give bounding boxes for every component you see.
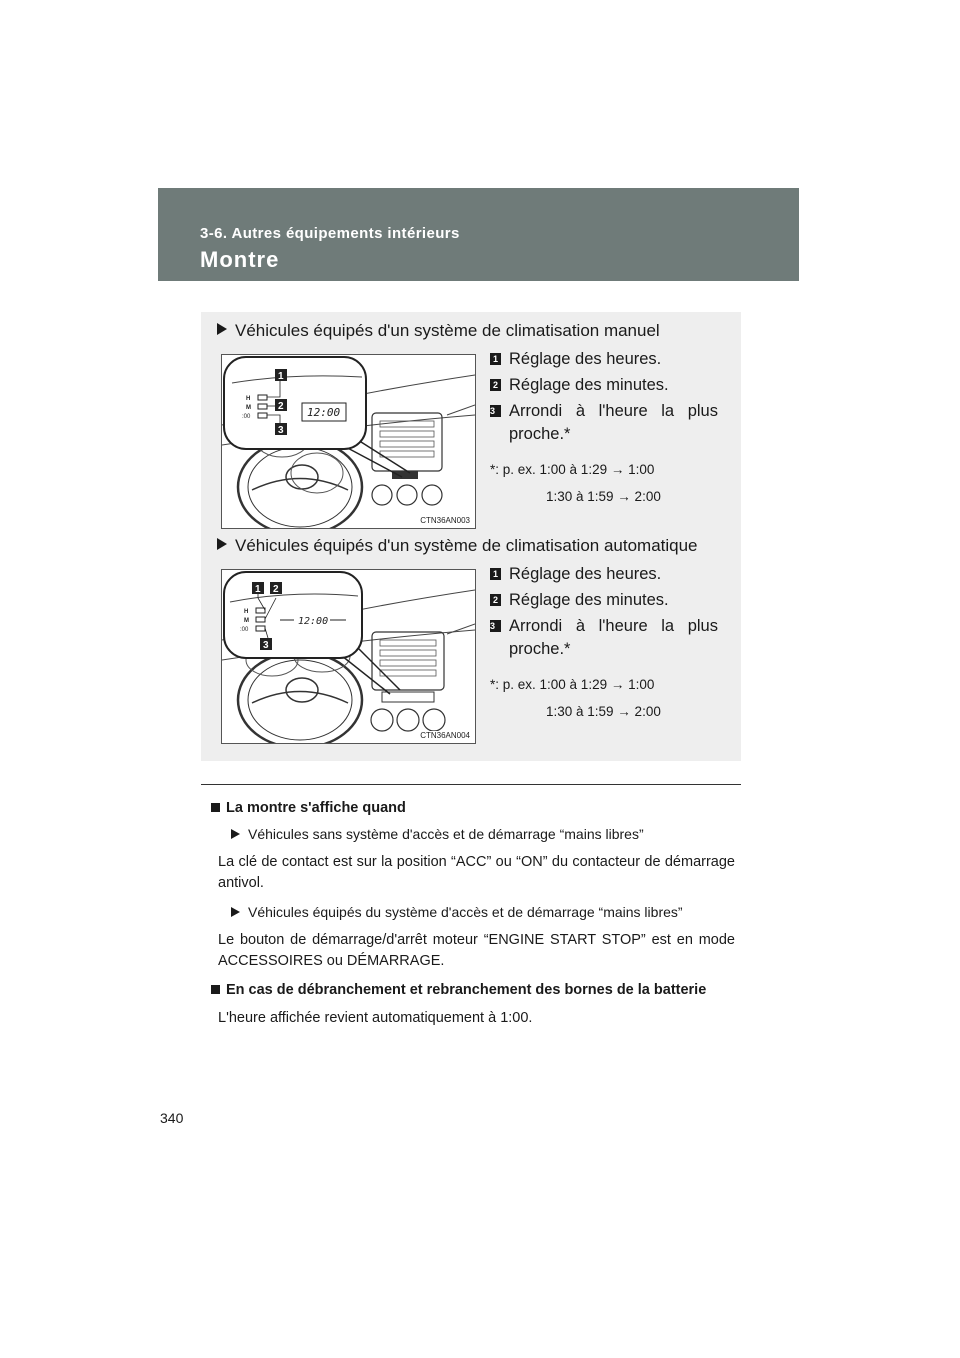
callout-1: 1 [255,584,261,595]
hour-button-label: H [246,396,251,402]
info-subheading: Véhicules équipés du système d'accès et de démarrage “mains libres” [211,904,735,920]
info-section [211,800,735,1039]
info-paragraph: Le bouton de démarrage/d'arrêt moteur “ENGINE START STOP” est en mode ACCESSOIRES ou DÉMARRAGE. [218,932,735,969]
dashboard-illustration [222,570,475,743]
callout-2: 2 [273,584,279,595]
manual-ac-figure [221,354,476,529]
auto-ac-legend [490,563,718,725]
illustration-panel [201,312,741,761]
section-label: 3-6. Autres équipements intérieurs [200,225,460,242]
info-heading: En cas de débranchement et rebranchement des bornes de la batterie [211,982,735,998]
info-paragraph: L'heure affichée revient automatiquement à 1:00. [218,1010,533,1026]
info-heading: La montre s'affiche quand [211,800,735,816]
legend-item: 2 Réglage des minutes. [490,589,718,612]
page-number: 340 [160,1110,184,1126]
legend-item: 1 Réglage des heures. [490,348,718,371]
triangle-bullet-icon [231,829,240,839]
round-button-label: :00 [240,627,249,633]
hour-button-label: H [244,609,249,615]
rounding-note: *: p. ex. 1:00 à 1:29 → 1:00 1:30 à 1:59 → 2:00 [490,462,661,504]
figure-code: CTN36AN004 [420,731,470,740]
legend-item: 3 Arrondi à l'heure la plus proche.* [490,402,718,443]
rounding-note: *: p. ex. 1:00 à 1:29 → 1:00 1:30 à 1:59 → 2:00 [490,677,661,719]
auto-ac-figure [221,569,476,744]
square-bullet-icon [211,803,220,812]
info-paragraph: La clé de contact est sur la position “ACC” ou “ON” du contacteur de démarrage antivol. [218,854,735,891]
clock-display: 12:00 [307,406,341,419]
page-title: Montre [200,247,280,272]
triangle-bullet-icon [217,538,227,550]
info-subheading: Véhicules sans système d'accès et de démarrage “mains libres” [211,826,735,842]
manual-ac-heading: Véhicules équipés d'un système de climatisation manuel [217,321,660,341]
auto-ac-heading: Véhicules équipés d'un système de climatisation automatique [217,536,698,556]
minute-button-label: M [244,618,249,624]
minute-button-label: M [246,405,251,411]
clock-display: 12:00 [298,616,329,627]
callout-3: 3 [263,640,269,651]
section-header [158,188,799,281]
callout-2: 2 [278,401,284,412]
divider [201,784,741,785]
manual-ac-legend [490,348,718,510]
triangle-bullet-icon [217,323,227,335]
callout-3: 3 [278,425,284,436]
legend-item: 1 Réglage des heures. [490,563,718,586]
callout-1: 1 [278,371,284,382]
square-bullet-icon [211,985,220,994]
dashboard-illustration [222,355,475,528]
legend-item: 3 Arrondi à l'heure la plus proche.* [490,617,718,658]
figure-code: CTN36AN003 [420,516,470,525]
triangle-bullet-icon [231,907,240,917]
round-button-label: :00 [242,414,251,420]
legend-item: 2 Réglage des minutes. [490,374,718,397]
